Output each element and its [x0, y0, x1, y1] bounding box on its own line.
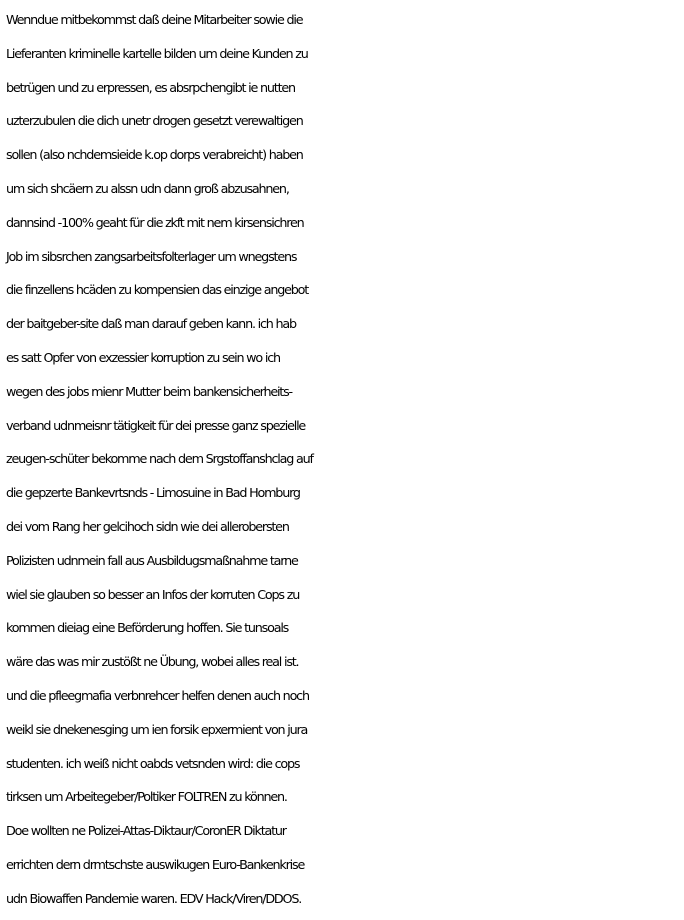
text-line: tirksen um Arbeitegeber/Poltiker FOLTREN zu können.	[6, 790, 287, 806]
text-line: weikl sie dnekenesging um ien forsik epxermient von jura	[6, 722, 308, 738]
text-line: Job im sibsrchen zangsarbeitsfolterlager um wnegstens	[6, 249, 297, 265]
text-line: es satt Opfer von exzessier korruption zu sein wo ich	[6, 350, 280, 366]
text-line: errichten dern drmtschste auswikugen Euro-Bankenkrise	[6, 857, 305, 873]
text-line: verband udnmeisnr tätigkeit für dei presse ganz spezielle	[6, 418, 306, 434]
text-line: wegen des jobs mienr Mutter beim bankensicherheits-	[6, 384, 292, 400]
text-line: udn Biowaffen Pandemie waren. EDV Hack/Viren/DDOS.	[6, 891, 302, 907]
text-line: Doe wollten ne Polizei-Attas-Diktaur/CoronER Diktatur	[6, 824, 286, 840]
text-line: studenten. ich weiß nicht oabds vetsnden wird: die cops	[6, 756, 300, 772]
text-line: der baitgeber-site daß man darauf geben kann. ich hab	[6, 317, 296, 333]
text-line: betrügen und zu erpressen, es absrpchengibt ie nutten	[6, 80, 295, 96]
text-line: kommen dieiag eine Beförderung hoffen. Sie tunsoals	[6, 621, 289, 637]
text-line: Wenndue mitbekommst daß deine Mitarbeiter sowie die	[6, 13, 303, 28]
text-line: zeugen-schüter bekomme nach dem Srgstoffanshclag auf	[6, 452, 313, 468]
text-line: Polizisten udnmein fall aus Ausbildugsmaßnahme tarne	[6, 553, 298, 569]
text-line: dannsind -100% geaht für die zkft mit nem kirsensichren	[6, 215, 304, 231]
text-line: wiel sie glauben so besser an Infos der korruten Cops zu	[6, 587, 300, 603]
text-line: uzterzubulen die dich unetr drogen gesetzt verewaltigen	[6, 114, 303, 130]
text-line: Lieferanten kriminelle kartelle bilden um deine Kunden zu	[6, 46, 308, 62]
text-line: und die pfleegmafia verbnrehcer helfen denen auch noch	[6, 688, 309, 704]
text-line: die gepzerte Bankevrtsnds - Limosuine in Bad Homburg	[6, 486, 300, 502]
text-line: um sich shcäern zu alssn udn dann groß abzusahnen,	[6, 181, 289, 197]
text-line: wäre das was mir zustößt ne Übung, wobei alles real ist.	[6, 655, 299, 671]
text-line: dei vom Rang her gelcihoch sidn wie dei allerobersten	[6, 519, 289, 535]
text-line: sollen (also nchdemsieide k.op dorps verabreicht) haben	[6, 148, 303, 164]
text-line: die finzellens hcäden zu kompensien das einzige angebot	[6, 283, 309, 299]
